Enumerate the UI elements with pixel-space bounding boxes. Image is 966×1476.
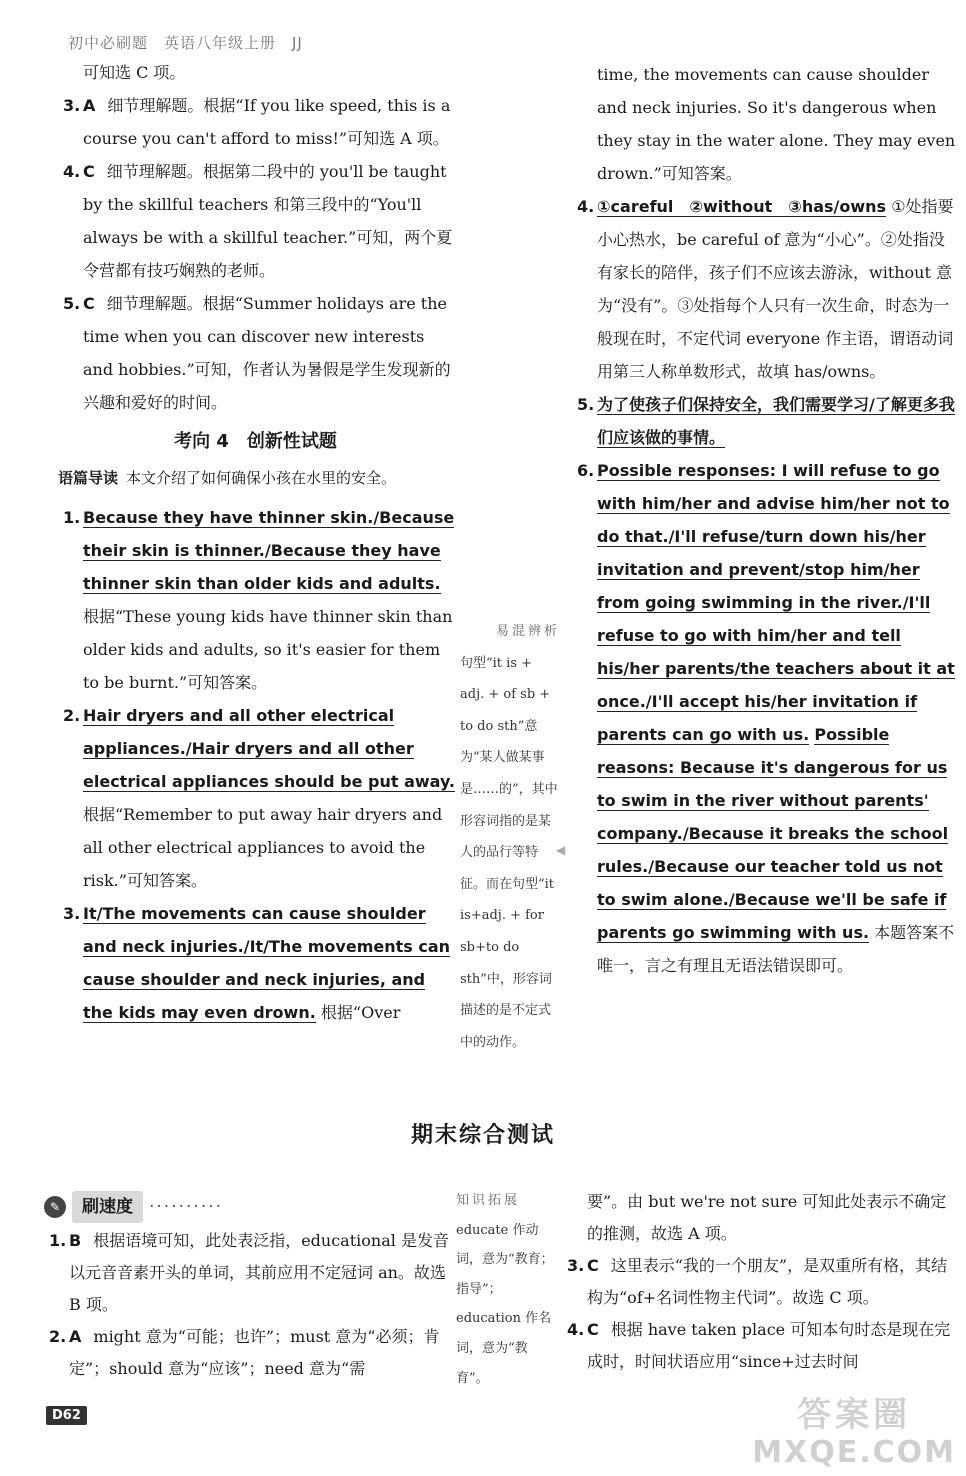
item-number: 4.	[567, 1320, 585, 1339]
section-title: 考向 4 创新性试题	[174, 431, 337, 452]
item-number: 3.	[63, 96, 81, 115]
carry-text: time, the movements can cause shoulder and neck injuries. So it's dangerous when they stay in the water alone. They may even drown.”可知答案。	[597, 65, 956, 183]
reading-guide	[58, 462, 453, 495]
model-answer: 为了使孩子们保持安全，我们需要学习/了解更多我们应该做的事情。	[597, 395, 955, 447]
item-number: 2.	[63, 706, 81, 725]
side-note-title: 易混辨析	[495, 624, 560, 639]
explanation: might 意为“可能；也许”；must 意为“必须；肯定”；should 意为“应该”；need 意为“需	[69, 1327, 440, 1378]
explanation: 细节理解题。根据“Summer holidays are the time when you can discover new interests and hobbies.”可知，作者认为暑假是学生发现新的兴趣和爱好的时间。	[83, 294, 451, 412]
choice-letter: A	[83, 96, 96, 115]
explanation: 这里表示“我的一个朋友”，是双重所有格，其结构为“of+名词性物主代词”。故选 C 项。	[587, 1256, 948, 1307]
final-test-title: 期末综合测试	[410, 1123, 555, 1148]
explanation: 根据 have taken place 可知本句时态是现在完成时，时间状语应用“since+过去时间	[587, 1320, 951, 1371]
item-number: 1.	[49, 1231, 67, 1250]
item-number: 6.	[577, 461, 595, 480]
knowledge-note-title: 知识拓展	[456, 1193, 521, 1208]
pen-icon: ✎	[44, 1196, 66, 1218]
choice-letter: C	[83, 294, 95, 313]
possible-reasons: Possible reasons: Because it's dangerous for us to swim in the river without parents' company./Because it breaks the school rules./Because our teacher told us not to swim alone./Because we'll be safe if parents go swimming with us.	[597, 725, 949, 942]
answer-item-2	[58, 699, 455, 897]
explanation: 本题答案不唯一，言之有理且无语法错误即可。	[597, 923, 955, 975]
final-item-2	[44, 1321, 449, 1385]
answer-item-4	[58, 155, 453, 287]
item-number: 1.	[63, 508, 81, 527]
badge-dots: ··········	[149, 1197, 224, 1217]
watermark	[752, 1396, 956, 1472]
item-number: 4.	[577, 197, 595, 216]
model-answer: Hair dryers and all other electrical appliances./Hair dryers and all other electrical appliances should be put away.	[83, 706, 455, 791]
item-number: 2.	[49, 1327, 67, 1346]
item-number: 5.	[63, 294, 81, 313]
answer-item-6	[572, 454, 960, 982]
explanation: 根据“Remember to put away hair dryers and all other electrical appliances to avoid the risk.”可知答案。	[83, 805, 443, 890]
model-answer: Because they have thinner skin./Because their skin is thinner./Because they have thinner skin than older kids and adults.	[83, 508, 455, 593]
final-item-4	[562, 1314, 960, 1378]
possible-responses: Possible responses: I will refuse to go with him/her and advise him/her not to do that./I'll refuse/turn down his/her invitation and prevent/stop him/her from going swimming in the river./I'll refuse to go with him/her and tell his/her parents/the teachers about it at once./I'll accept his/her invitation if parents can go with us.	[597, 461, 955, 744]
choice-letter: A	[69, 1327, 82, 1346]
answer-item-4b	[572, 190, 960, 388]
running-header: 初中必刷题 英语八年级上册 JJ	[68, 34, 303, 52]
final-item-3	[562, 1250, 960, 1314]
explanation: 根据“These young kids have thinner skin than older kids and adults, so it's easier for them to be burnt.”可知答案。	[83, 607, 453, 692]
explanation: ①处指要小心热水，be careful of 意为“小心”。②处指没有家长的陪伴，孩子们不应该去游泳，without 意为“没有”。③处指每个人只有一次生命，时态为一般现在时，不定代词 everyone 作主语，谓语动词用第三人称单数形式，故填 has/owns。	[597, 197, 954, 381]
answer-item-3	[58, 89, 453, 155]
final-left-column	[44, 1190, 449, 1385]
guide-label: 语篇导读	[58, 469, 119, 487]
knowledge-note-text: educate 作动词，意为“教育；指导”；education 作名词，意为“教育”。	[456, 1222, 554, 1386]
item-number: 4.	[63, 162, 81, 181]
side-note-text: 句型“it is + adj. + of sb + to do sth”意为“某人做某事是……的”，其中形容词指的是某人的品行等特征。而在句型“it is+adj. + for sb+to do sth”中，形容词描述的是不定式中的动作。	[460, 655, 558, 1050]
badge-label: 刷速度	[72, 1191, 143, 1223]
knowledge-note	[456, 1186, 556, 1393]
answer-item-5b	[572, 388, 960, 454]
speed-badge	[44, 1191, 223, 1223]
carry-text: 要”。由 but we're not sure 可知此处表示不确定的推测，故选 A 项。	[587, 1192, 947, 1243]
explanation: 根据语境可知，此处表泛指，educational 是发音以元音音素开头的单词，其前应用不定冠词 an。故选 B 项。	[69, 1231, 449, 1314]
choice-letter: C	[587, 1320, 599, 1339]
page-number: D62	[46, 1406, 87, 1425]
item-number: 3.	[63, 904, 81, 923]
carry-text: 可知选 C 项。	[83, 63, 186, 82]
pointer-arrow-icon: ◀	[556, 843, 566, 857]
model-answer: It/The movements can cause shoulder and neck injuries./It/The movements can cause shoulder and neck injuries, and the kids may even drown.	[83, 904, 451, 1022]
watermark-url: MXQE.COM	[752, 1435, 956, 1470]
final-right-column	[562, 1186, 960, 1378]
model-answer: ①careful ②without ③has/owns	[597, 197, 887, 216]
answer-item-5	[58, 287, 453, 419]
answer-item-3b	[58, 897, 455, 1029]
choice-letter: B	[69, 1231, 82, 1250]
left-column	[58, 56, 453, 1029]
explanation: 细节理解题。根据“If you like speed, this is a course you can't afford to miss!”可知选 A 项。	[83, 96, 451, 148]
side-note	[460, 616, 560, 1058]
watermark-text: 答案圈	[797, 1395, 912, 1435]
item-number: 3.	[567, 1256, 585, 1275]
right-column	[572, 58, 960, 982]
choice-letter: C	[587, 1256, 599, 1275]
answer-item-1	[58, 501, 455, 699]
guide-text: 本文介绍了如何确保小孩在水里的安全。	[126, 469, 397, 487]
choice-letter: C	[83, 162, 95, 181]
explanation: 细节理解题。根据第二段中的 you'll be taught by the skillful teachers 和第三段中的“You'll always be with a skillful teacher.”可知，两个夏令营都有技巧娴熟的老师。	[83, 162, 453, 280]
item-number: 5.	[577, 395, 595, 414]
explanation: 根据“Over	[320, 1003, 401, 1022]
final-item-1	[44, 1225, 449, 1321]
